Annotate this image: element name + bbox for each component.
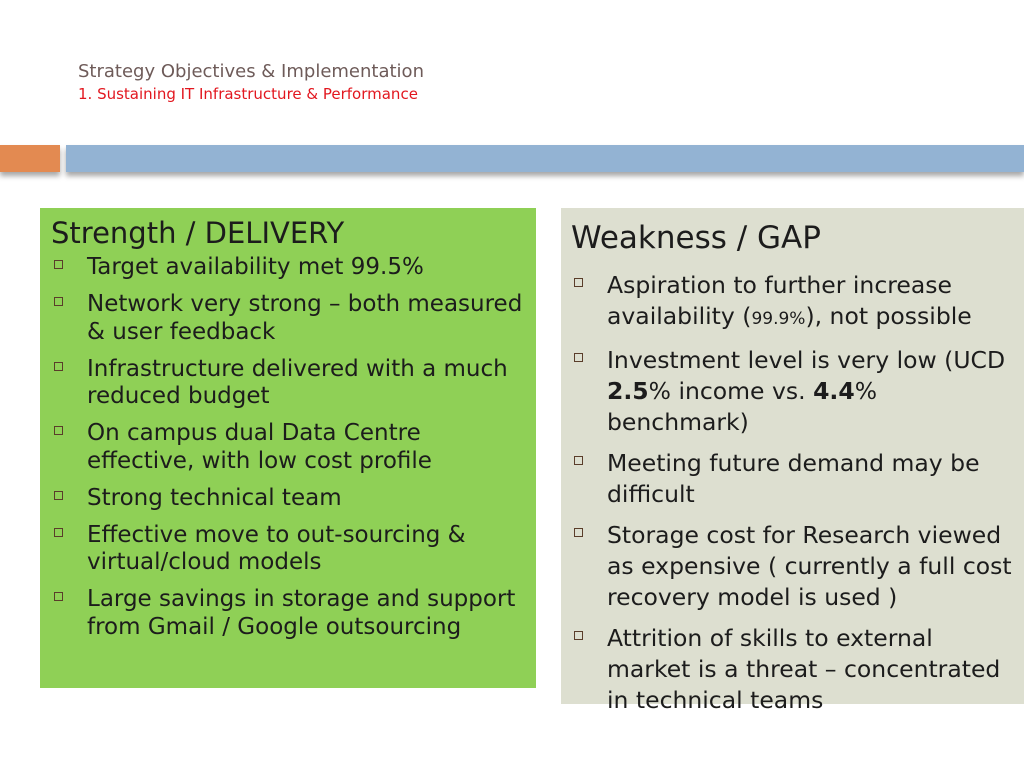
list-item: Target availability met 99.5% xyxy=(51,254,526,282)
weakness-panel xyxy=(561,208,1024,714)
list-item: Aspiration to further increase availability (99.9%), not possible xyxy=(571,270,1016,335)
square-bullet-icon xyxy=(54,362,63,371)
strength-heading: Strength / DELIVERY xyxy=(51,216,345,250)
list-item: Meeting future demand may be difficult xyxy=(571,448,1016,510)
list-item: Storage cost for Research viewed as expensive ( currently a full cost recovery model is used ) xyxy=(571,520,1016,613)
list-item: Network very strong – both measured & user feedback xyxy=(51,291,526,346)
strength-panel xyxy=(40,208,536,688)
list-item: Attrition of skills to external market is a threat – concentrated in technical teams xyxy=(571,623,1016,716)
square-bullet-icon xyxy=(574,456,583,465)
square-bullet-icon xyxy=(54,260,63,269)
square-bullet-icon xyxy=(54,592,63,601)
weakness-heading: Weakness / GAP xyxy=(571,220,821,256)
square-bullet-icon xyxy=(574,278,583,287)
square-bullet-icon xyxy=(574,631,583,640)
list-item: On campus dual Data Centre effective, with low cost profile xyxy=(51,420,526,475)
square-bullet-icon xyxy=(54,491,63,500)
square-bullet-icon xyxy=(574,528,583,537)
slide-title-block xyxy=(78,60,424,104)
slide-title: Strategy Objectives & Implementation xyxy=(78,61,424,82)
square-bullet-icon xyxy=(54,426,63,435)
weakness-list xyxy=(571,270,1016,716)
slide-subtitle: 1. Sustaining IT Infrastructure & Performance xyxy=(78,85,418,103)
strength-list xyxy=(51,254,526,641)
square-bullet-icon xyxy=(574,353,583,362)
square-bullet-icon xyxy=(54,297,63,306)
header-bar xyxy=(66,145,1024,172)
list-item: Strong technical team xyxy=(51,485,526,513)
list-item: Effective move to out-sourcing & virtual/cloud models xyxy=(51,522,526,577)
square-bullet-icon xyxy=(54,528,63,537)
list-item: Infrastructure delivered with a much reduced budget xyxy=(51,356,526,411)
list-item: Large savings in storage and support from Gmail / Google outsourcing xyxy=(51,586,526,641)
accent-bar xyxy=(0,145,60,172)
list-item: Investment level is very low (UCD 2.5% income vs. 4.4% benchmark) xyxy=(571,345,1016,438)
